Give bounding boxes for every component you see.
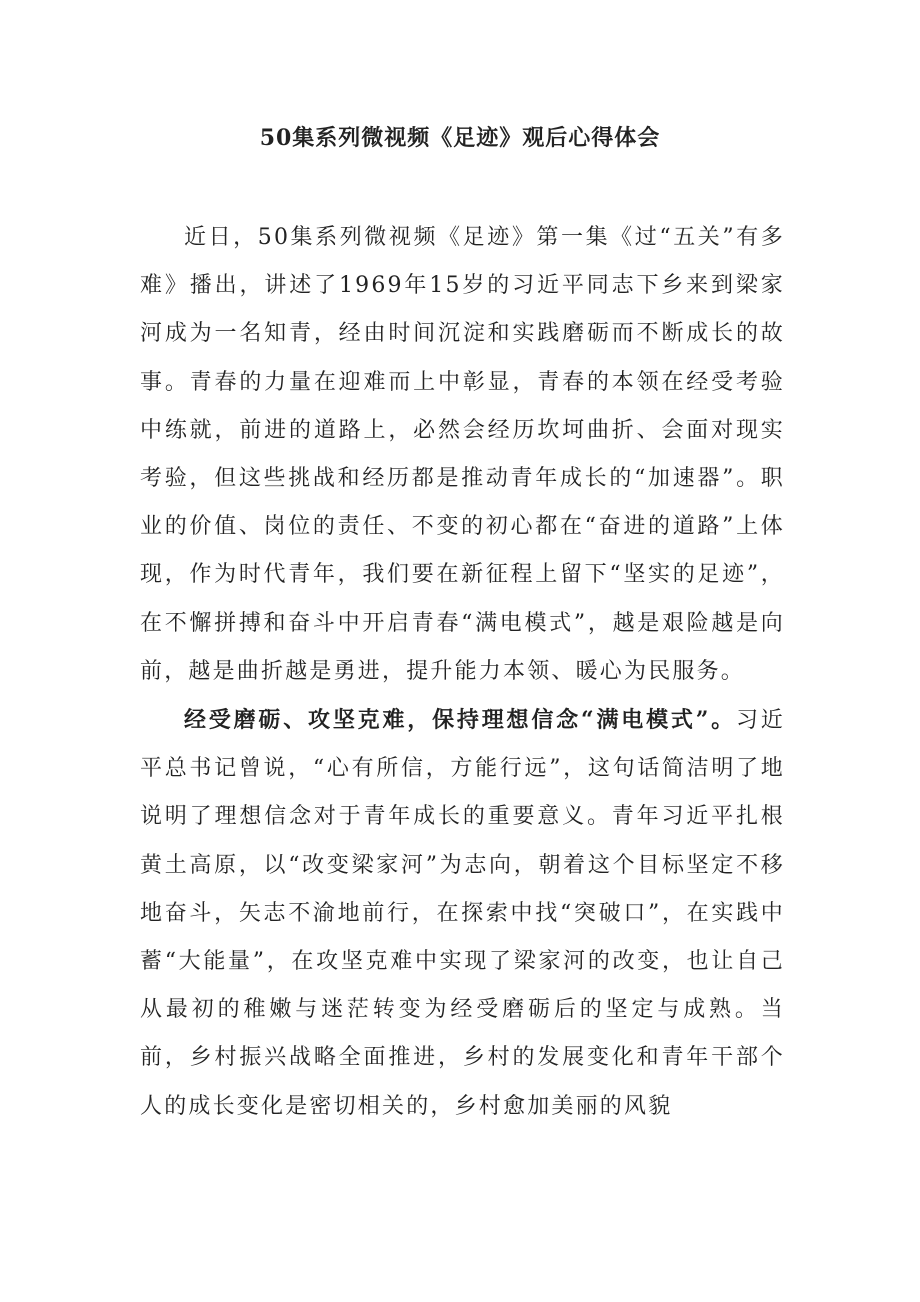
paragraph-2 [140,696,785,1131]
paragraph-1-text: 近日，50集系列微视频《足迹》第一集《过“五关”有多难》播出，讲述了1969年15岁的习近平同志下乡来到梁家河成为一名知青，经由时间沉淀和实践磨砺而不断成长的故事。青春的力量在迎难而上中彰显，青春的本领在经受考验中练就，前进的道路上，必然会经历坎坷曲折、会面对现实考验，但这些挑战和经历都是推动青年成长的“加速器”。职业的价值、岗位的责任、不变的初心都在“奋进的道路”上体现，作为时代青年，我们要在新征程上留下“坚实的足迹”，在不懈拼搏和奋斗中开启青春“满电模式”，越是艰险越是向前，越是曲折越是勇进，提升能力本领、暖心为民服务。 [140,225,785,684]
document-body [140,213,785,1131]
paragraph-2-lead: 经受磨砺、攻坚克难，保持理想信念“满电模式”。 [184,707,736,734]
paragraph-1 [140,213,785,696]
paragraph-2-text: 习近平总书记曾说，“心有所信，方能行远”，这句话简洁明了地说明了理想信念对于青年成长的重要意义。青年习近平扎根黄土高原，以“改变梁家河”为志向，朝着这个目标坚定不移地奋斗，矢志不渝地前行，在探索中找“突破口”，在实践中蓄“大能量”，在攻坚克难中实现了梁家河的改变，也让自己从最初的稚嫩与迷茫转变为经受磨砺后的坚定与成熟。当前，乡村振兴战略全面推进，乡村的发展变化和青年干部个人的成长变化是密切相关的，乡村愈加美丽的风貌 [140,708,785,1119]
document-title: 50集系列微视频《足迹》观后心得体会 [259,125,661,151]
